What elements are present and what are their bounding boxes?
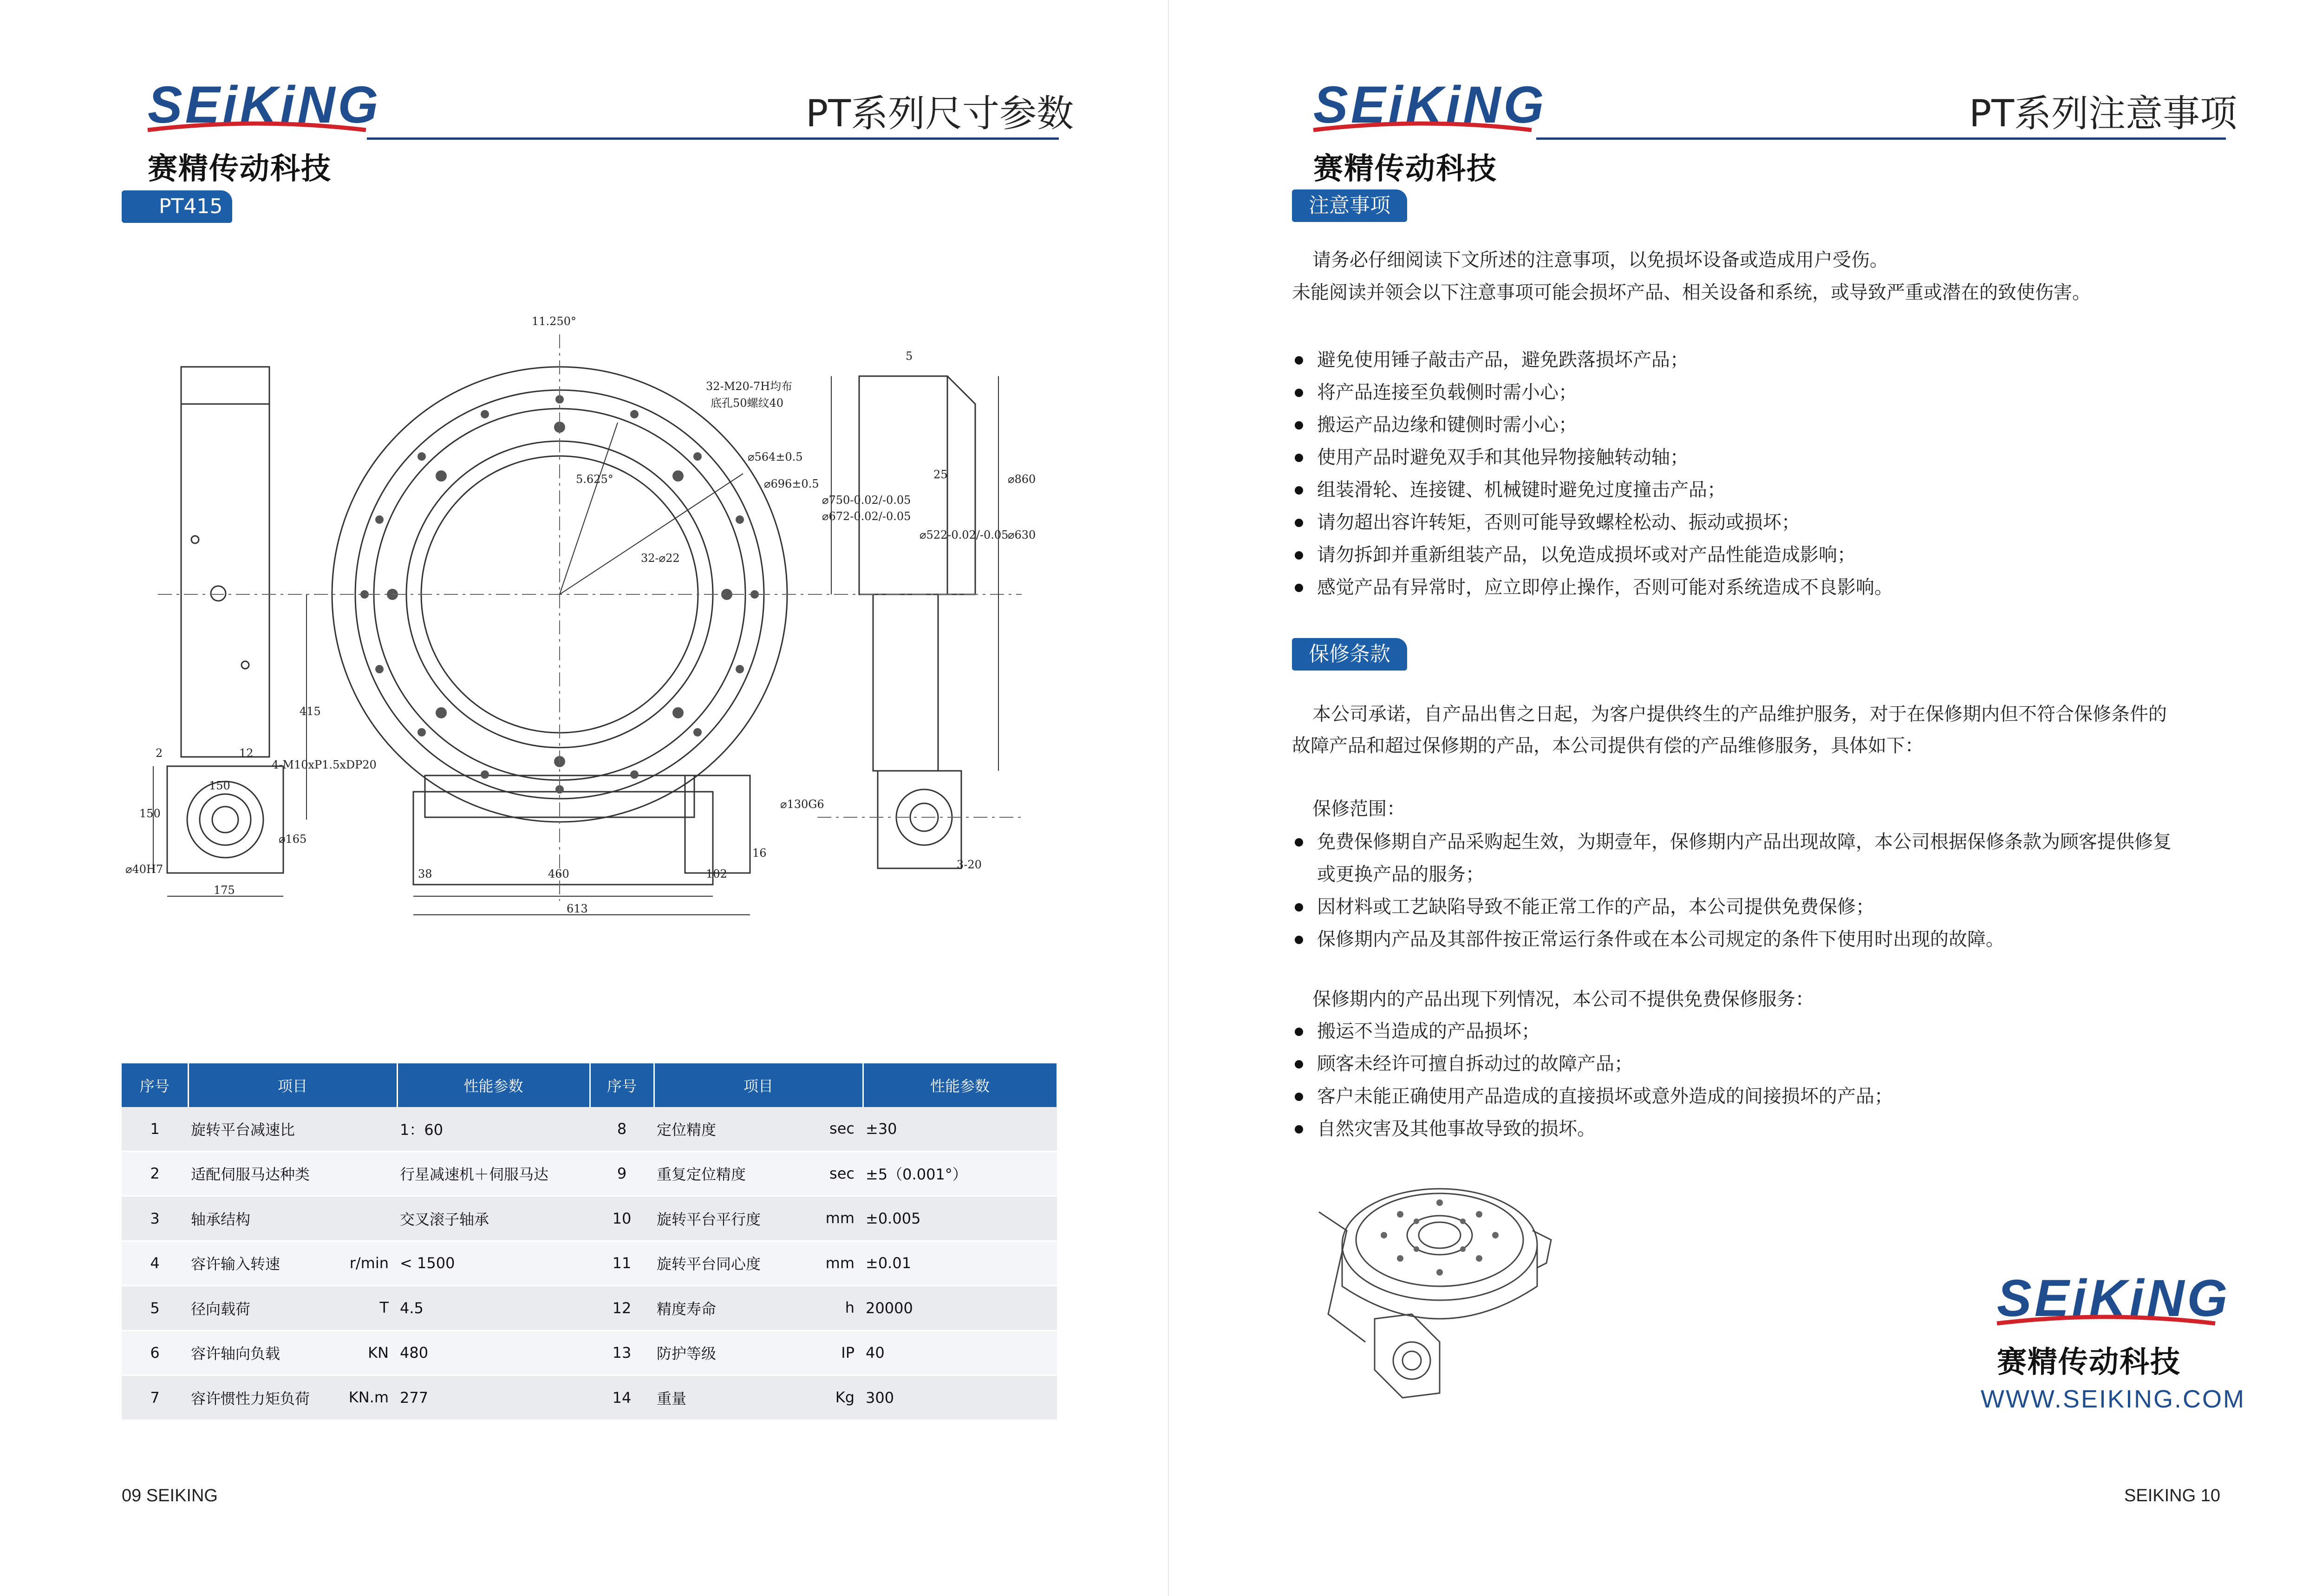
page-title: PT系列注意事项 [1969, 92, 2237, 135]
row-value: < 1500 [397, 1241, 590, 1286]
list-item: 因材料或工艺缺陷导致不能正常工作的产品，本公司提供免费保修； [1292, 891, 2172, 923]
logo-swoosh-icon [1313, 120, 1532, 138]
section-tag-precautions: 注意事项 [1292, 189, 1407, 222]
row-value: ±0.005 [863, 1196, 1057, 1241]
row-value: 40 [863, 1330, 1057, 1375]
brand-logo [1997, 1269, 2231, 1381]
logo-wordmark: SEiKiNG [1313, 76, 1547, 134]
product-illustration [1300, 1175, 1560, 1416]
row-unit: IP [841, 1343, 854, 1361]
brand-chinese-name: 赛精传动科技 [1997, 1345, 2181, 1380]
row-no: 12 [590, 1286, 654, 1331]
row-item: 旋转平台减速比 [188, 1107, 397, 1151]
label-holes-depth: 底孔50螺纹40 [711, 397, 784, 410]
list-item: 将产品连接至负载侧时需小心； [1292, 376, 1893, 409]
list-item: 顾客未经许可擅自拆动过的故障产品； [1292, 1048, 1893, 1080]
row-value: ±30 [863, 1107, 1057, 1151]
row-no: 3 [122, 1196, 188, 1241]
logo-chinese-name: 赛精传动科技 [148, 152, 332, 186]
row-no: 13 [590, 1330, 654, 1375]
label-dia-860: ⌀860 [1008, 473, 1036, 486]
logo-chinese-name: 赛精传动科技 [1313, 152, 1497, 186]
row-no: 11 [590, 1241, 654, 1286]
header-item: 项目 [188, 1063, 397, 1107]
row-item: 精度寿命 h [654, 1286, 863, 1331]
list-item: 保修期内产品及其部件按正常运行条件或在本公司规定的条件下使用时出现的故障。 [1292, 923, 2172, 956]
row-item: 防护等级 IP [654, 1330, 863, 1375]
row-no: 4 [122, 1241, 188, 1286]
header-item: 项目 [654, 1063, 863, 1107]
row-item: 旋转平台同心度 mm [654, 1241, 863, 1286]
list-item: 请勿超出容许转矩，否则可能导致螺栓松动、振动或损坏； [1292, 506, 1893, 539]
row-item: 重量 Kg [654, 1375, 863, 1420]
row-unit: sec [829, 1120, 854, 1137]
label-dia-165: ⌀165 [279, 833, 307, 846]
row-item: 适配伺服马达种类 [188, 1151, 397, 1196]
warranty-exclusion-label: 保修期内的产品出现下列情况，本公司不提供免费保修服务： [1312, 989, 1814, 1010]
row-unit: mm [825, 1209, 854, 1227]
logo-wordmark: SEiKiNG [148, 76, 381, 134]
label-dim-460: 460 [548, 867, 569, 880]
label-dia-564: ⌀564±0.5 [748, 450, 803, 463]
row-item: 容许输入转速 r/min [188, 1241, 397, 1286]
brand-swoosh-icon [1997, 1313, 2215, 1332]
row-unit: T [379, 1299, 389, 1316]
list-item: 使用产品时避免双手和其他异物接触转动轴； [1292, 441, 1893, 474]
label-dim-150: 150 [209, 779, 230, 792]
seiking-logo [1313, 76, 1547, 188]
row-value: 300 [863, 1375, 1057, 1420]
website-link[interactable]: WWW.SEIKING.COM [1981, 1385, 2245, 1413]
row-unit: KN.m [348, 1388, 389, 1406]
label-dim-25: 25 [933, 468, 948, 481]
row-no: 5 [122, 1286, 188, 1331]
model-tag: PT415 [122, 190, 232, 223]
label-tap-m10: 4-M10xP1.5xDP20 [272, 758, 377, 771]
section-tag-warranty: 保修条款 [1292, 638, 1407, 671]
list-item: 组装滑轮、连接键、机械键时避免过度撞击产品； [1292, 474, 1893, 506]
row-value: 277 [397, 1375, 590, 1420]
row-value: 交叉滚子轴承 [397, 1196, 590, 1241]
row-unit: mm [825, 1254, 854, 1272]
row-value: ±5（0.001°） [863, 1151, 1057, 1196]
label-dim-613: 613 [567, 902, 588, 915]
warranty-intro-1: 本公司承诺，自产品出售之日起，为客户提供终生的产品维护服务，对于在保修期内但不符合保修条件的 [1312, 704, 2167, 725]
label-dia-672: ⌀672-0.02/-0.05 [822, 510, 911, 523]
list-item: 避免使用锤子敲击产品，避免跌落损坏产品； [1292, 344, 1893, 376]
label-dim-16: 16 [752, 847, 767, 860]
row-value: ±0.01 [863, 1241, 1057, 1286]
header-no: 序号 [122, 1063, 188, 1107]
label-dim-150-vertical: 150 [139, 807, 161, 820]
row-unit: h [845, 1299, 854, 1316]
row-unit: KN [368, 1343, 389, 1361]
label-dia-630: ⌀630 [1008, 528, 1036, 541]
row-no: 14 [590, 1375, 654, 1420]
row-no: 6 [122, 1330, 188, 1375]
row-item: 径向载荷 T [188, 1286, 397, 1331]
list-item: 免费保修期自产品采购起生效，为期壹年，保修期内产品出现故障，本公司根据保修条款为顾客提供修复 或更换产品的服务； [1292, 826, 2172, 891]
row-no: 2 [122, 1151, 188, 1196]
row-item: 容许轴向负载 KN [188, 1330, 397, 1375]
row-no: 9 [590, 1151, 654, 1196]
row-value: 480 [397, 1330, 590, 1375]
header-value: 性能参数 [397, 1063, 590, 1107]
label-dim-175: 175 [214, 884, 235, 897]
header-value: 性能参数 [863, 1063, 1057, 1107]
label-angle-11250: 11.250° [532, 315, 576, 328]
label-angle-5625: 5.625° [576, 473, 613, 486]
list-item: 搬运不当造成的产品损坏； [1292, 1015, 1893, 1048]
warranty-intro-2: 故障产品和超过保修期的产品，本公司提供有偿的产品维修服务，具体如下： [1292, 735, 1924, 756]
list-item: 搬运产品边缘和键侧时需小心； [1292, 409, 1893, 441]
label-dim-3-20: 3-20 [957, 858, 982, 871]
label-dia-696: ⌀696±0.5 [764, 477, 819, 490]
row-value: 20000 [863, 1286, 1057, 1331]
label-dim-415: 415 [300, 705, 321, 718]
list-item: 感觉产品有异常时，应立即停止操作，否则可能对系统造成不良影响。 [1292, 571, 1893, 604]
row-item: 旋转平台平行度 mm [654, 1196, 863, 1241]
label-holes-22: 32-⌀22 [641, 552, 680, 565]
row-no: 1 [122, 1107, 188, 1151]
label-dim-102: 102 [706, 867, 727, 880]
warranty-scope-label: 保修范围： [1312, 798, 1405, 820]
row-item: 定位精度 sec [654, 1107, 863, 1151]
row-no: 7 [122, 1375, 188, 1420]
list-item: 请勿拆卸并重新组装产品，以免造成损坏或对产品性能造成影响； [1292, 539, 1893, 571]
row-unit: r/min [349, 1254, 389, 1272]
list-item: 自然灾害及其他事故导致的损坏。 [1292, 1113, 1893, 1145]
list-item: 客户未能正确使用产品造成的直接损坏或意外造成的间接损坏的产品； [1292, 1080, 1893, 1113]
label-dim-12: 12 [239, 747, 254, 760]
page-number-right: SEIKING 10 [2124, 1486, 2220, 1505]
label-holes-m20: 32-M20-7H均布 [706, 380, 793, 393]
row-item: 重复定位精度 sec [654, 1151, 863, 1196]
row-item: 容许惯性力矩负荷 KN.m [188, 1375, 397, 1420]
header-no: 序号 [590, 1063, 654, 1107]
label-dia-130g6: ⌀130G6 [780, 798, 824, 811]
row-item: 轴承结构 [188, 1196, 397, 1241]
row-value: 1：60 [397, 1107, 590, 1151]
label-dim-38: 38 [418, 867, 432, 880]
row-value: 4.5 [397, 1286, 590, 1331]
warranty-scope-list [1292, 826, 2172, 956]
row-value: 行星减速机＋伺服马达 [397, 1151, 590, 1196]
label-dim-2: 2 [156, 747, 163, 760]
page-title: PT系列尺寸参数 [806, 92, 1074, 135]
title-rule [1536, 137, 2226, 140]
label-dia-750: ⌀750-0.02/-0.05 [822, 494, 911, 507]
row-unit: sec [829, 1164, 854, 1182]
precautions-intro-2: 未能阅读并领会以下注意事项可能会损坏产品、相关设备和系统，或导致严重或潜在的致使伤害。 [1292, 282, 2091, 303]
label-dia-522: ⌀522-0.02/-0.05 [920, 528, 1009, 541]
row-no: 8 [590, 1107, 654, 1151]
row-no: 10 [590, 1196, 654, 1241]
warranty-exclusion-list [1292, 1015, 1893, 1145]
brand-wordmark: SEiKiNG [1997, 1269, 2231, 1327]
precautions-intro-1: 请务必仔细阅读下文所述的注意事项，以免损坏设备或造成用户受伤。 [1312, 249, 1888, 271]
precautions-list [1292, 344, 1893, 604]
page-number-left: 09 SEIKING [122, 1486, 218, 1505]
label-dim-5: 5 [906, 350, 913, 363]
row-unit: Kg [835, 1388, 854, 1406]
label-dia-40h7: ⌀40H7 [125, 863, 163, 876]
